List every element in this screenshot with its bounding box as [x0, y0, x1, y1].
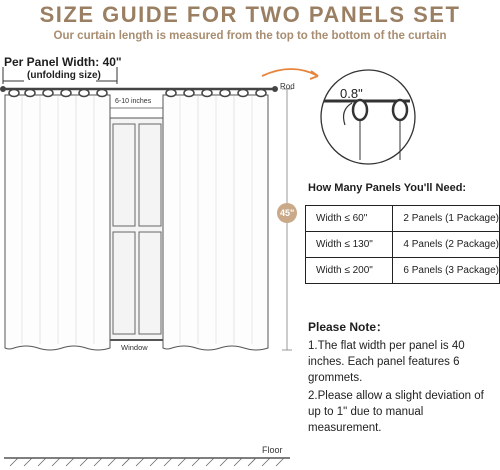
- height-dimension: [277, 89, 297, 350]
- table-row: [306, 206, 500, 232]
- panels-cell: 2 Panels (1 Package): [393, 206, 500, 232]
- note-item: 2.Please allow a slight deviation of up to 1" due to manual measurement.: [308, 390, 484, 434]
- curtain-panel-left: [5, 95, 110, 350]
- table-row: [306, 232, 500, 258]
- panels-table: [305, 205, 500, 284]
- height-label: 45": [280, 208, 295, 218]
- window-label: Window: [121, 343, 148, 352]
- panels-cell: 4 Panels (2 Package): [393, 232, 500, 258]
- width-cell: Width ≤ 200": [306, 258, 393, 284]
- grommet-size-label: 0.8": [340, 86, 363, 101]
- per-panel-width-label: Per Panel Width: 40": [4, 55, 122, 69]
- grommet-detail: [321, 70, 415, 164]
- page-title: SIZE GUIDE FOR TWO PANELS SET: [39, 2, 461, 27]
- width-cell: Width ≤ 130": [306, 232, 393, 258]
- floor: [4, 458, 290, 466]
- width-cell: Width ≤ 60": [306, 206, 393, 232]
- note-item: 1.The flat width per panel is 40 inches. Each panel features 6 grommets.: [308, 340, 465, 384]
- gap-label: 6-10 inches: [115, 98, 152, 105]
- panels-cell: 6 Panels (3 Package): [393, 258, 500, 284]
- curtain-panel-right: [163, 95, 268, 350]
- floor-label: Floor: [262, 445, 283, 455]
- table-row: [306, 258, 500, 284]
- note-title: Please Note：: [308, 320, 389, 334]
- gap-dimension: [110, 104, 163, 112]
- arrow-icon: [262, 69, 318, 76]
- curtain-rod: [0, 86, 278, 92]
- window-frame: [104, 118, 170, 340]
- page-subtitle: Our curtain length is measured from the top to the bottom of the curtain: [53, 30, 447, 42]
- rod-label: Rod: [280, 82, 295, 91]
- panels-table-title: How Many Panels You'll Need:: [308, 182, 467, 194]
- unfolding-size-label: (unfolding size): [27, 70, 101, 81]
